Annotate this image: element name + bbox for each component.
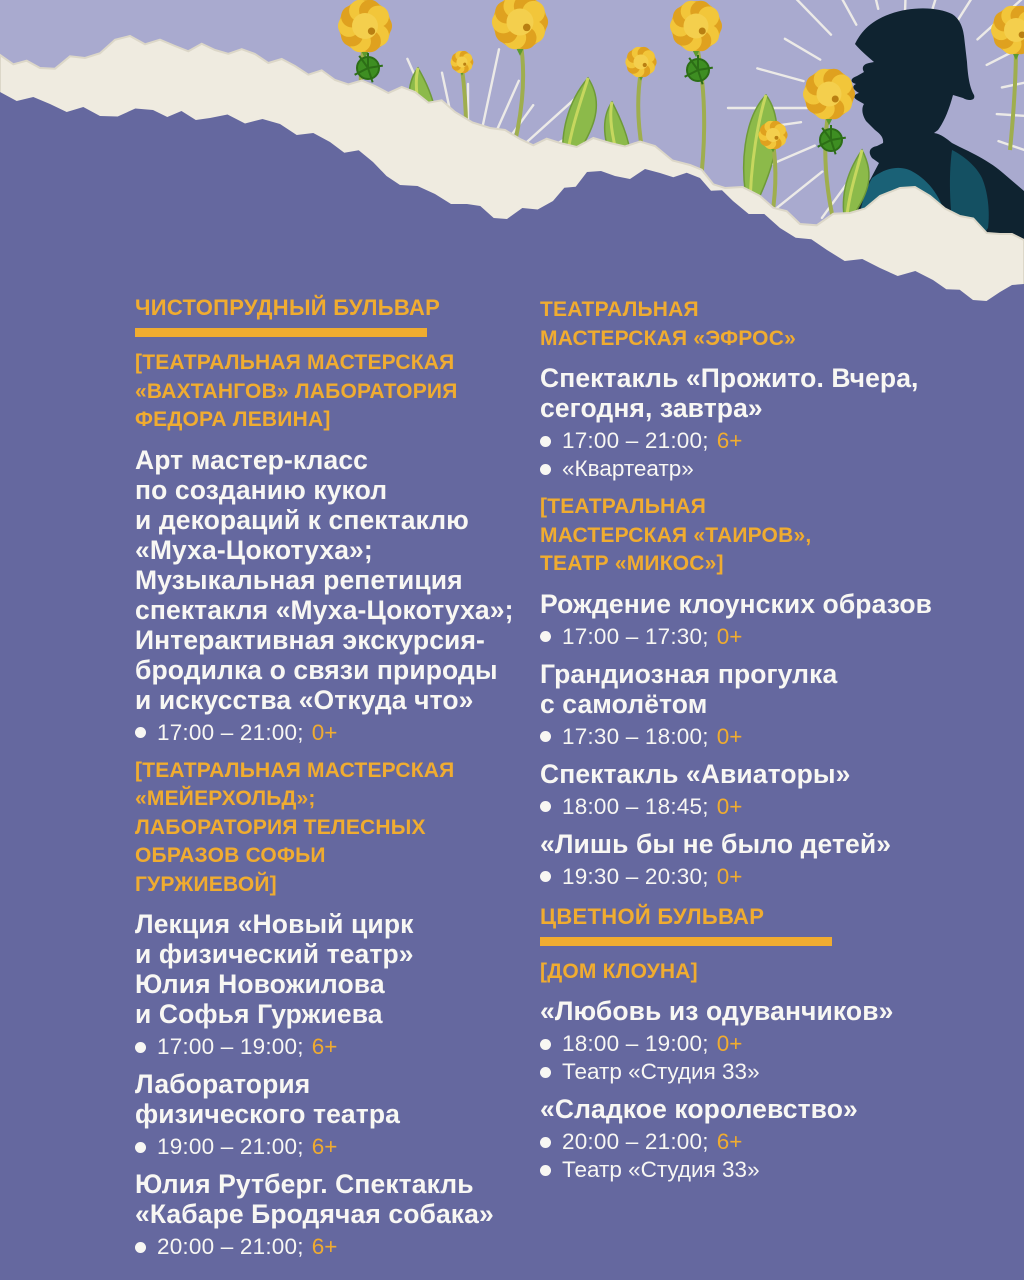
event-title: Рождение клоунских образов — [540, 588, 933, 619]
bullet-dot — [540, 631, 551, 642]
boulevard-title: ЦВЕТНОЙ БУЛЬВАР — [540, 903, 765, 929]
time-row — [135, 721, 535, 745]
dandelion-speck — [643, 63, 647, 67]
event-title: Арт мастер-класс по созданию кукол и декораций к спектаклю «Муха-Цокотуха»; Музыкальная репетиция спектакля «Муха-Цокотуха»; Интерактивная экскурсия- бродилка о связи природы и искусства «Откуда что» — [135, 444, 514, 715]
program-column-left — [135, 296, 535, 1259]
venue-title: [ТЕАТРАЛЬНАЯ МАСТЕРСКАЯ «ВАХТАНГОВ» ЛАБОРАТОРИЯ ФЕДОРА ЛЕВИНА] — [135, 351, 458, 431]
time-text: 19:30 – 20:30; — [562, 863, 709, 889]
bullet-dot — [540, 801, 551, 812]
time-row — [135, 1235, 535, 1259]
note-text: Театр «Студия 33» — [562, 1059, 760, 1084]
event-title: «Любовь из одуванчиков» — [540, 996, 894, 1026]
dandelion-speck — [463, 63, 466, 66]
time-text: 20:00 – 21:00; — [562, 1129, 709, 1154]
age-badge: 6+ — [716, 428, 743, 453]
time-text: 20:00 – 21:00; — [157, 1234, 304, 1259]
event-title: Лекция «Новый цирк и физический театр» Юлия Новожилова и Софья Гуржиева — [135, 909, 414, 1029]
time-text: 19:00 – 21:00; — [157, 1134, 304, 1159]
dandelion-center — [457, 57, 468, 68]
venue-title: [ТЕАТРАЛЬНАЯ МАСТЕРСКАЯ «МЕЙЕРХОЛЬД»; ЛАБОРАТОРИЯ ТЕЛЕСНЫХ ОБРАЗОВ СОФЬИ ГУРЖИЕВОЙ] — [135, 758, 455, 896]
time-text: 17:00 – 21:00; — [562, 428, 709, 453]
note-row — [540, 1060, 990, 1084]
time-row — [540, 725, 990, 749]
dandelion-speck — [775, 136, 779, 140]
time-text: 17:00 – 17:30; — [562, 623, 709, 649]
event-title: Лаборатория физического театра — [135, 1069, 400, 1129]
bullet-dot — [135, 1142, 146, 1153]
age-badge: 0+ — [716, 793, 743, 819]
boulevard-underline — [135, 328, 427, 337]
time-row — [135, 1135, 535, 1159]
dandelion-speck — [368, 28, 375, 35]
bullet-dot — [135, 1242, 146, 1253]
time-row — [540, 865, 990, 889]
time-row — [135, 1035, 535, 1059]
venue-title: ТЕАТРАЛЬНАЯ МАСТЕРСКАЯ «ЭФРОС» — [540, 298, 796, 350]
time-row — [540, 1130, 990, 1154]
time-text: 17:00 – 19:00; — [157, 1034, 304, 1059]
time-text: 17:30 – 18:00; — [562, 723, 709, 749]
age-badge: 0+ — [716, 1031, 743, 1056]
dandelion-center — [684, 14, 709, 39]
age-badge: 0+ — [716, 863, 743, 889]
venue-title: [ДОМ КЛОУНА] — [540, 959, 698, 983]
time-text: 17:00 – 21:00; — [157, 719, 304, 745]
dandelion-center — [766, 128, 780, 142]
age-badge: 0+ — [716, 723, 743, 749]
bullet-dot — [540, 1165, 551, 1176]
bullet-dot — [540, 464, 551, 475]
dandelion-center — [507, 9, 534, 36]
bullet-dot — [540, 871, 551, 882]
boulevard-underline — [540, 937, 832, 946]
dandelion-speck — [523, 24, 531, 32]
time-text: 18:00 – 19:00; — [562, 1031, 709, 1056]
time-row — [540, 1032, 990, 1056]
program-column-right — [540, 296, 990, 1182]
dandelion-center — [352, 13, 378, 39]
age-badge: 6+ — [311, 1234, 338, 1259]
event-title: Спектакль «Авиаторы» — [540, 758, 851, 789]
event-title: Юлия Рутберг. Спектакль «Кабаре Бродячая собака» — [135, 1169, 494, 1229]
time-row — [540, 625, 990, 649]
venue-title: [ТЕАТРАЛЬНАЯ МАСТЕРСКАЯ «ТАИРОВ», ТЕАТР «МИКОС»] — [540, 495, 812, 575]
bullet-dot — [540, 436, 551, 447]
boulevard-title: ЧИСТОПРУДНЫЙ БУЛЬВАР — [135, 295, 441, 320]
age-badge: 6+ — [311, 1134, 338, 1159]
dandelion-speck — [699, 28, 706, 35]
note-text: Театр «Студия 33» — [562, 1157, 760, 1182]
bullet-dot — [540, 731, 551, 742]
event-title: Грандиозная прогулка с самолётом — [540, 658, 838, 719]
event-title: «Сладкое королевство» — [540, 1094, 858, 1124]
bullet-dot — [540, 1137, 551, 1148]
age-badge: 0+ — [311, 719, 338, 745]
note-text: «Квартеатр» — [562, 456, 694, 481]
age-badge: 6+ — [311, 1034, 338, 1059]
age-badge: 0+ — [716, 623, 743, 649]
header-collage — [0, 0, 1024, 345]
bullet-dot — [540, 1039, 551, 1050]
time-text: 18:00 – 18:45; — [562, 793, 709, 819]
bullet-dot — [135, 727, 146, 738]
dandelion-center — [817, 82, 842, 107]
note-row — [540, 1158, 990, 1182]
time-row — [540, 795, 990, 819]
bullet-dot — [135, 1042, 146, 1053]
note-row — [540, 457, 990, 481]
bullet-dot — [540, 1067, 551, 1078]
dandelion-center — [634, 55, 649, 70]
age-badge: 6+ — [716, 1129, 743, 1154]
event-title: «Лишь бы не было детей» — [540, 828, 892, 859]
time-row — [540, 429, 990, 453]
event-title: Спектакль «Прожито. Вчера, сегодня, завтра» — [540, 363, 919, 423]
dandelion-speck — [832, 96, 839, 103]
